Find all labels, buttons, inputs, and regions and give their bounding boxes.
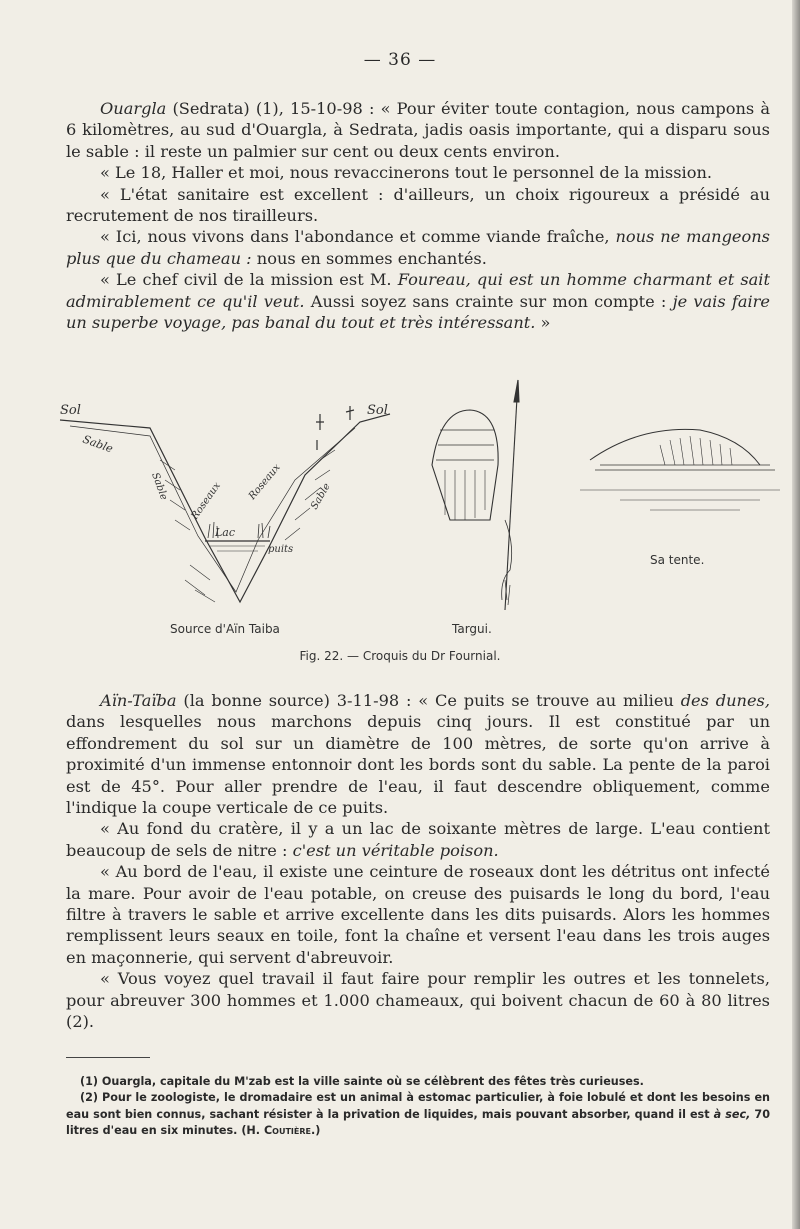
text-block-top [66,98,770,333]
text-run: « Ici, nous vivons dans l'abondance et comme viande fraîche, [100,227,616,247]
paragraph-crater [66,818,770,861]
text-run: Aussi soyez sans crainte sur mon compte : [304,291,673,311]
footnote-2 [66,1090,770,1139]
text-block-bottom [66,690,770,1033]
text-run: (la bonne source) 3-11-98 : « Ce puits se trouve au milieu [176,691,681,710]
italic-run: je vais faire un superbe voyage, pas banal du tout et très intéressant. [66,291,770,333]
label-puits: puits [268,544,294,555]
italic-run: Foureau, qui est un homme charmant et sait admirablement ce qu'il veut. [66,270,770,311]
tent-sketch [580,429,780,510]
label-sable-2: Sable [149,471,170,502]
text-run: » [535,313,551,333]
text-run: 70 litres d'eau en six minutes. (H. [66,1107,771,1138]
italic-run: à sec, [713,1107,751,1121]
label-sol-right: Sol [367,403,388,418]
page-number: — 36 — [363,50,437,70]
place-name: Aïn-Taïba [100,691,177,710]
paragraph-water-work: « Vous voyez quel travail il faut faire pour remplir les outres et les tonnelets, pour abreuver 300 hommes et 1.000 chameaux, qui boivent chacun de 60 à 80 litres (2). [66,969,770,1032]
footnote-1: (1) Ouargla, capitale du M'zab est la ville sainte où se célèbrent des fêtes très curieuses. [80,1075,644,1088]
label-sable-1: Sable [80,432,115,456]
figure-sketches [0,370,800,670]
italic-run: des dunes, [680,691,771,710]
text-run: (2) Pour le zoologiste, le dromadaire est un animal à estomac particulier, à foie lobulé et dont les besoins en eau sont bien connus, sachant résister à la privation de liquides, mais pouvant absorber, quand il est [66,1091,770,1121]
text-run: nous en sommes enchantés. [251,248,487,268]
place-name: Ouargla [100,99,167,118]
text-run: dans lesquelles nous marchons depuis cinq jours. Il est constitué par un effondrement du sol sur un diamètre de 100 mètres, de sorte qu'on arrive à proximité d'un immense entonnoir dont les bords sont du sable. La pente de la paroi est de 45°. Pour aller prendre de l'eau, il faut descendre obliquement, comme l'indique la coupe verticale de ce puits. [66,712,770,818]
italic-run: c'est un véritable poison. [292,840,499,860]
paragraph-foureau [66,269,770,333]
label-sable-3: Sable [309,481,333,512]
targui-sketch [432,380,519,610]
italic-run: nous ne mangeons plus que du chameau : [66,227,770,268]
figure-22 [0,370,800,670]
author-name: Coutière [263,1124,311,1138]
footnote-rule [66,1057,150,1058]
text-run: .) [310,1124,321,1138]
caption-source: Source d'Aïn Taiba [170,622,280,636]
paragraph-reeds: « Au bord de l'eau, il existe une ceinture de roseaux dont les détritus ont infecté la mare. Pour avoir de l'eau potable, on creuse des puisards le long du bord, l'eau filtre à travers le sable et arrive excellente dans les dits puisards. Alors les hommes remplissent leurs seaux en toile, font la chaîne et versent l'eau dans les trois auges en maçonnerie, qui servent d'abreuvoir. [66,862,770,967]
paragraph-food [66,226,770,269]
label-roseaux-1: Roseaux [189,480,223,522]
paragraph-ain-taiba [66,690,770,818]
text-run: « Le chef civil de la mission est M. [100,270,398,290]
paragraph-health: « L'état sanitaire est excellent : d'ailleurs, un choix rigoureux a présidé au recrutement de nos tirailleurs. [66,184,770,226]
label-sol-left: Sol [60,403,81,418]
label-roseaux-2: Roseaux [246,462,283,502]
label-lac: Lac [215,526,236,539]
caption-targui: Targui. [452,622,492,636]
figure-caption: Fig. 22. — Croquis du Dr Fournial. [299,649,501,663]
paragraph-text: (Sedrata) (1), 15-10-98 : « Pour éviter toute contagion, nous campons à 6 kilomètres, au sud d'Ouargla, à Sedrata, jadis oasis importante, qui a disparu sous le sable : il reste un palmier sur cent ou deux cents environ. [66,99,770,161]
footnotes [66,1074,770,1140]
well-cross-section-sketch [60,406,390,602]
text-run: « Au fond du cratère, il y a un lac de soixante mètres de large. L'eau contient beaucoup de sels de nitre : [66,819,770,860]
paragraph-vaccination: « Le 18, Haller et moi, nous revaccinerons tout le personnel de la mission. [100,163,713,183]
caption-tente: Sa tente. [650,553,705,567]
paragraph-ouargla [66,98,770,162]
